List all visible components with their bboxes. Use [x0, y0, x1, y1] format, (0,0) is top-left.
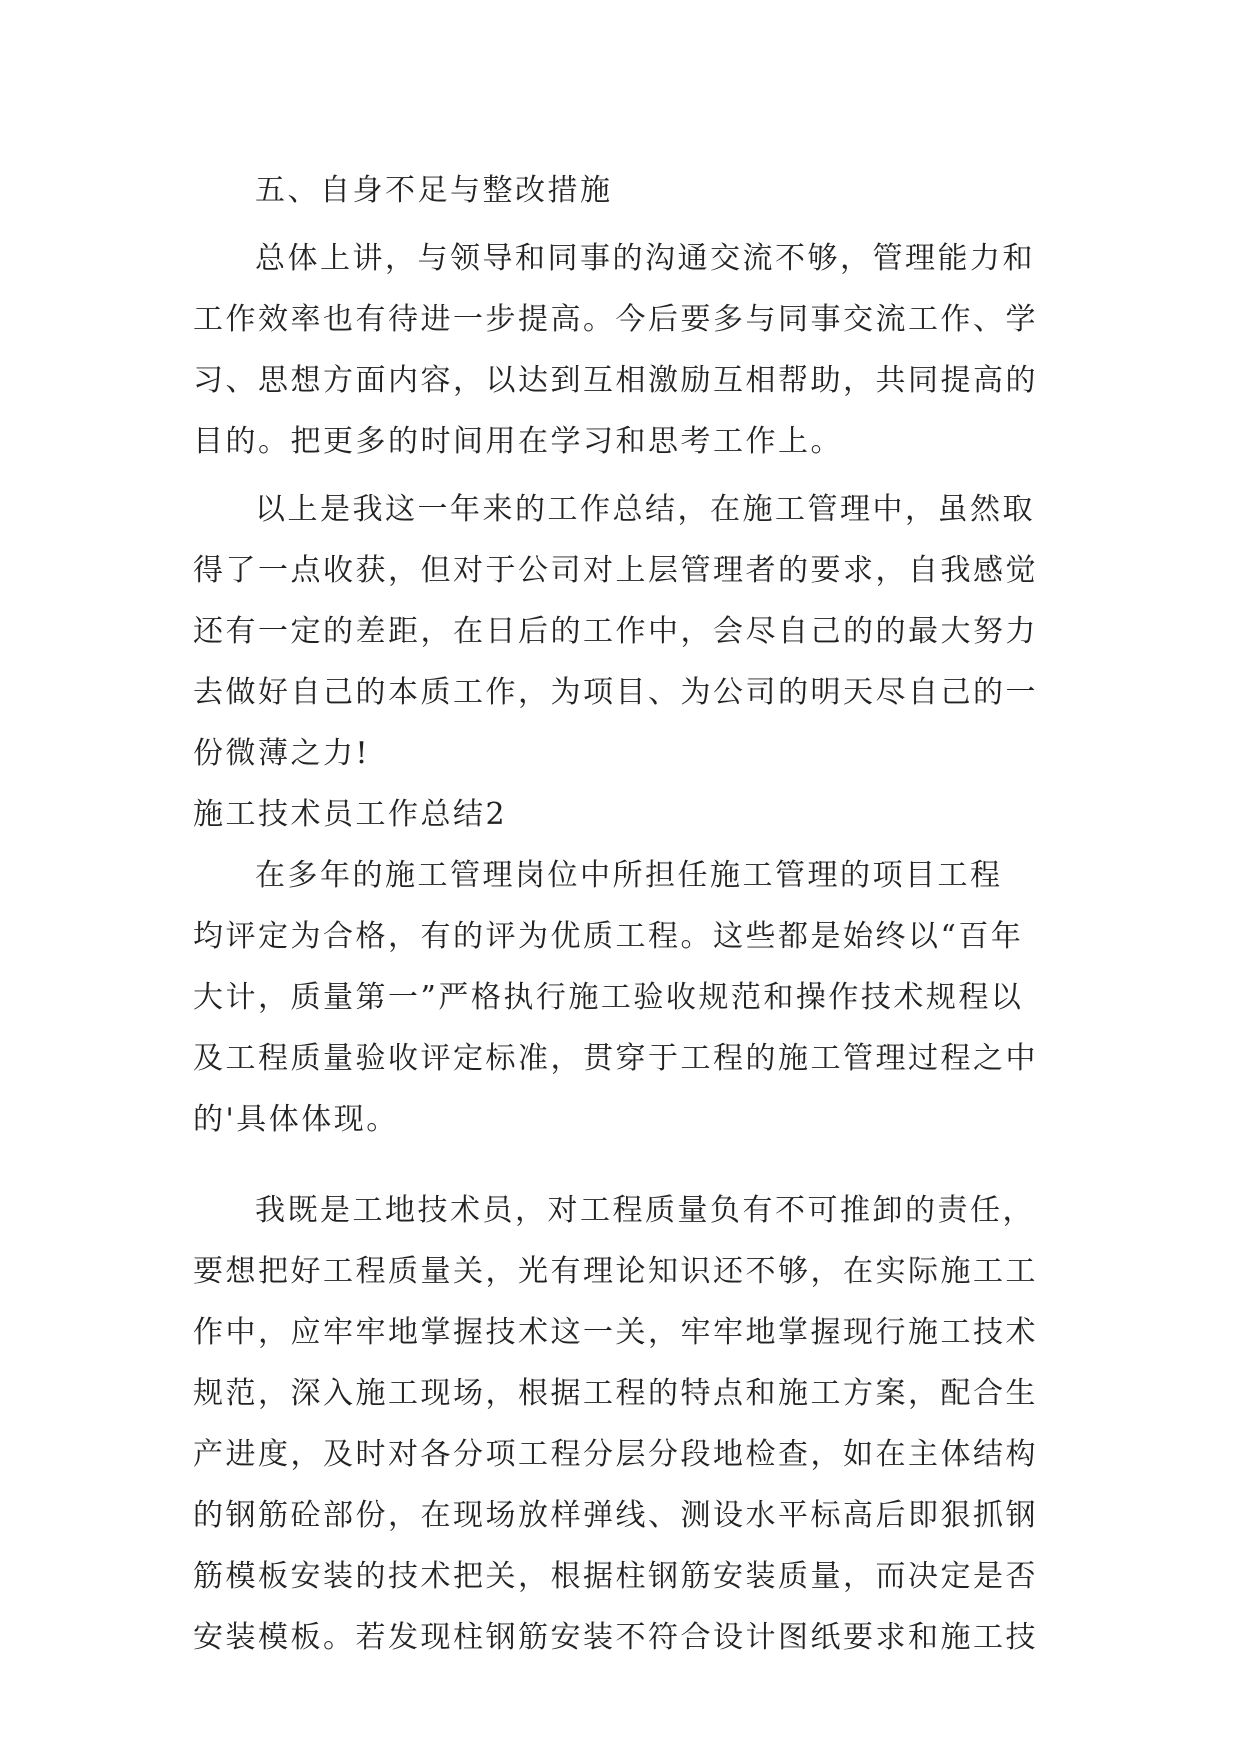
paragraph-line: 安装模板。若发现柱钢筋安装不符合设计图纸要求和施工技 — [193, 1620, 1038, 1655]
paragraph-line: 我既是工地技术员，对工程质量负有不可推卸的责任， — [255, 1193, 1035, 1228]
paragraph-line: 的'具体体现。 — [193, 1102, 399, 1137]
paragraph-line: 总体上讲，与领导和同事的沟通交流不够，管理能力和 — [255, 241, 1035, 276]
paragraph-line: 作中，应牢牢地掌握技术这一关，牢牢地掌握现行施工技术 — [193, 1315, 1038, 1350]
paragraph-line: 目的。把更多的时间用在学习和思考工作上。 — [193, 424, 843, 459]
paragraph-line: 以上是我这一年来的工作总结，在施工管理中，虽然取 — [255, 492, 1035, 527]
paragraph-line: 去做好自己的本质工作，为项目、为公司的明天尽自己的一 — [193, 675, 1038, 710]
document-title: 施工技术员工作总结2 — [193, 797, 508, 832]
section-heading: 五、自身不足与整改措施 — [255, 173, 613, 208]
paragraph-line: 规范，深入施工现场，根据工程的特点和施工方案，配合生 — [193, 1376, 1038, 1411]
paragraph-line: 筋模板安装的技术把关，根据柱钢筋安装质量，而决定是否 — [193, 1559, 1038, 1594]
paragraph-line: 及工程质量验收评定标准，贯穿于工程的施工管理过程之中 — [193, 1041, 1038, 1076]
paragraph-line: 份微薄之力! — [193, 736, 371, 771]
paragraph-line: 得了一点收获，但对于公司对上层管理者的要求，自我感觉 — [193, 553, 1038, 588]
paragraph-line: 产进度，及时对各分项工程分层分段地检查，如在主体结构 — [193, 1437, 1038, 1472]
paragraph-line: 均评定为合格，有的评为优质工程。这些都是始终以“百年 — [193, 919, 1024, 954]
paragraph-line: 要想把好工程质量关，光有理论知识还不够，在实际施工工 — [193, 1254, 1038, 1289]
paragraph-line: 的钢筋砼部份，在现场放样弹线、测设水平标高后即狠抓钢 — [193, 1498, 1038, 1533]
paragraph-line: 大计，质量第一”严格执行施工验收规范和操作技术规程以 — [193, 980, 1024, 1015]
paragraph-line: 工作效率也有待进一步提高。今后要多与同事交流工作、学 — [193, 302, 1038, 337]
paragraph-line: 在多年的施工管理岗位中所担任施工管理的项目工程 — [255, 858, 1003, 893]
paragraph-line: 习、思想方面内容，以达到互相激励互相帮助，共同提高的 — [193, 363, 1038, 398]
document-body — [193, 160, 1053, 1668]
paragraph-line: 还有一定的差距，在日后的工作中，会尽自己的的最大努力 — [193, 614, 1038, 649]
